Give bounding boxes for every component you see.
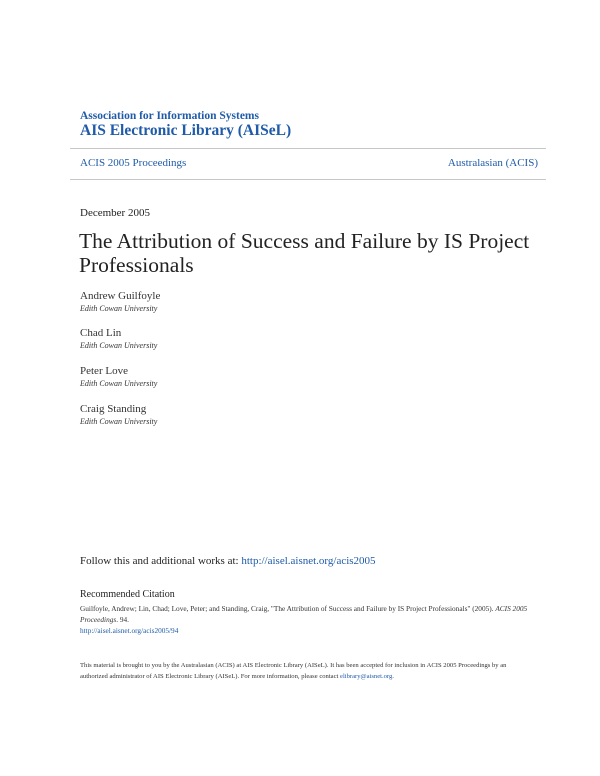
citation-part1: Guilfoyle, Andrew; Lin, Chad; Love, Peter; and Standing, Craig, "The Attribution of Success and Failure by IS Project Professionals" (2005). [80,604,496,613]
author-name[interactable]: Andrew Guilfoyle [80,290,161,302]
author-block [80,403,157,427]
follow-prefix: Follow this and additional works at: [80,555,242,567]
notice-text [80,660,530,682]
author-name[interactable]: Peter Love [80,365,128,377]
author-affiliation: Edith Cowan University [80,304,158,313]
author-affiliation: Edith Cowan University [80,417,158,426]
divider-top [70,148,546,149]
author-block [80,327,157,351]
author-block [80,365,157,389]
citation-part2: . 94. [116,615,129,624]
follow-url-link[interactable]: http://aisel.aisnet.org/acis2005 [241,555,376,567]
author-name[interactable]: Craig Standing [80,403,147,415]
paper-title: The Attribution of Success and Failure by IS Project Professionals [79,229,530,277]
author-affiliation: Edith Cowan University [80,379,158,388]
org-name-link[interactable]: Association for Information Systems [80,110,259,122]
community-link[interactable]: Australasian (ACIS) [447,157,538,169]
contact-email-link[interactable]: elibrary@aisnet.org [340,673,393,680]
citation-url-link[interactable]: http://aisel.aisnet.org/acis2005/94 [80,626,179,635]
citation-proceedings: ACIS 2005 Proceedings [80,604,528,624]
notice-body: This material is brought to you by the Australasian (ACIS) at AIS Electronic Library (AISeL). It has been accepted for inclusion in ACIS 2005 Proceedings by an authorized administrator of AIS Electronic Library (AISeL). For more information, please contact [80,662,507,680]
author-name[interactable]: Chad Lin [80,327,122,339]
author-block [80,290,160,314]
divider-bottom [70,179,546,180]
citation-text [80,603,530,625]
author-affiliation: Edith Cowan University [80,341,158,350]
notice-end: . [392,673,394,680]
follow-line [80,555,376,567]
collection-link[interactable]: ACIS 2005 Proceedings [80,157,187,169]
recommended-citation-heading: Recommended Citation [80,589,175,600]
publication-date: December 2005 [80,207,150,219]
library-name-link[interactable]: AIS Electronic Library (AISeL) [80,122,292,139]
